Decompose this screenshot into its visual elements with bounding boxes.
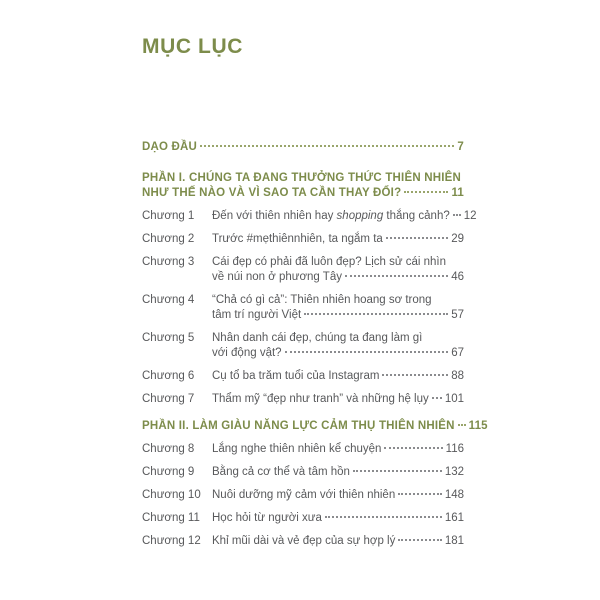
toc-line (212, 488, 464, 503)
chapter-title (212, 209, 477, 224)
chapter-title (212, 293, 464, 323)
toc-line-text: “Chả có gì cả”: Thiên nhiên hoang sơ trong (212, 294, 432, 306)
page-number: 57 (451, 309, 464, 321)
leader-dots (386, 237, 448, 239)
chapter-label: Chương 6 (142, 370, 195, 382)
toc-entry (142, 209, 477, 224)
toc-line-text: DẠO ĐẦU (142, 141, 198, 153)
toc-entry (142, 442, 464, 457)
toc-entry (142, 511, 464, 526)
toc-line-text: Cái đẹp có phải đã luôn đẹp? Lịch sử cái nhìn (212, 256, 447, 268)
toc-entry (142, 465, 464, 480)
leader-dots (453, 214, 461, 216)
leader-dots (325, 516, 442, 518)
toc-line-text: về núi non ở phương Tây (212, 271, 342, 283)
toc-line-text: Bằng cả cơ thể và tâm hồn (212, 466, 350, 478)
toc-line-text: PHẦN II. LÀM GIÀU NĂNG LỰC CẢM THỤ THIÊN NHIÊN (142, 420, 455, 432)
chapter-title (212, 534, 464, 549)
leader-dots (353, 470, 442, 472)
page-number: 148 (444, 489, 464, 501)
page-number: 11 (451, 187, 464, 199)
page-number: 181 (444, 535, 464, 547)
section-title (142, 140, 464, 155)
toc-line (212, 392, 464, 407)
leader-dots (398, 539, 441, 541)
toc-line (212, 465, 464, 480)
toc-entry (142, 293, 464, 323)
toc-line-text: NHƯ THẾ NÀO VÀ VÌ SAO TA CẦN THAY ĐỔI? (142, 187, 402, 199)
toc (142, 140, 488, 549)
toc-line (212, 346, 464, 361)
toc-line-text: Học hỏi từ người xưa (212, 512, 322, 524)
chapter-label: Chương 7 (142, 393, 195, 405)
toc-line (142, 171, 464, 186)
leader-dots (404, 191, 448, 193)
chapter-label: Chương 9 (142, 466, 195, 478)
page-number: 29 (451, 233, 464, 245)
leader-dots (398, 493, 442, 495)
chapter-label: Chương 2 (142, 233, 195, 245)
toc-line-text: Lắng nghe thiên nhiên kể chuyện (212, 443, 382, 455)
toc-line-text: tâm trí người Việt (212, 309, 302, 321)
toc-entry (142, 488, 464, 503)
page-number: 46 (451, 271, 464, 283)
chapter-title (212, 232, 464, 247)
section-title (142, 419, 488, 434)
toc-entry (142, 392, 464, 407)
page-number: 7 (457, 141, 464, 153)
chapter-title (212, 392, 464, 407)
leader-dots (345, 275, 448, 277)
chapter-label: Chương 11 (142, 512, 200, 524)
toc-line (212, 511, 464, 526)
toc-entry (142, 419, 488, 434)
toc-line (142, 419, 488, 434)
chapter-title (212, 331, 464, 361)
leader-dots (432, 397, 442, 399)
toc-line (212, 369, 464, 384)
chapter-label: Chương 1 (142, 210, 195, 222)
toc-line (212, 442, 464, 457)
toc-line (212, 331, 464, 346)
page-number: 161 (444, 512, 464, 524)
toc-line (212, 232, 464, 247)
toc-content (142, 35, 488, 557)
toc-line (142, 140, 464, 155)
chapter-title (212, 442, 464, 457)
toc-line-text: Thẩm mỹ “đẹp như tranh” và những hệ lụy (212, 393, 429, 405)
toc-entry (142, 331, 464, 361)
leader-dots (458, 424, 466, 426)
chapter-label: Chương 8 (142, 443, 195, 455)
toc-line-text: với động vật? (212, 347, 282, 359)
toc-line-text: Nuôi dưỡng mỹ cảm với thiên nhiên (212, 489, 396, 501)
toc-line-text: Khỉ mũi dài và vẻ đẹp của sự hợp lý (212, 535, 396, 547)
page-number: 88 (451, 370, 464, 382)
toc-entry (142, 171, 464, 201)
toc-line (212, 534, 464, 549)
chapter-label: Chương 5 (142, 332, 195, 344)
toc-entry (142, 255, 464, 285)
toc-line-text: Cụ tổ ba trăm tuổi của Instagram (212, 370, 380, 382)
toc-line (212, 255, 464, 270)
toc-line (212, 270, 464, 285)
chapter-label: Chương 4 (142, 294, 195, 306)
toc-line-text: Nhân danh cái đẹp, chúng ta đang làm gì (212, 332, 423, 344)
chapter-label: Chương 3 (142, 256, 195, 268)
chapter-title (212, 369, 464, 384)
chapter-title (212, 488, 464, 503)
section-title (142, 171, 464, 201)
page-number: 116 (445, 443, 464, 455)
toc-line (212, 209, 477, 224)
toc-line-text: PHẦN I. CHÚNG TA ĐANG THƯỞNG THỨC THIÊN NHIÊN (142, 172, 461, 184)
chapter-title (212, 255, 464, 285)
toc-line-text: Trước #mẹthiênnhiên, ta ngắm ta (212, 233, 383, 245)
page-number: 132 (444, 466, 464, 478)
chapter-label: Chương 10 (142, 489, 201, 501)
toc-line (142, 186, 464, 201)
page-number: 12 (463, 210, 477, 222)
leader-dots (285, 351, 449, 353)
toc-line (212, 308, 464, 323)
page-number: 115 (468, 420, 488, 432)
toc-line-text: Đến với thiên nhiên hay shopping thắng cảnh? (212, 210, 450, 222)
leader-dots (304, 313, 448, 315)
page-title: MỤC LỤC (142, 35, 244, 58)
toc-entry (142, 534, 464, 549)
chapter-title (212, 511, 464, 526)
page-number: 67 (451, 347, 464, 359)
toc-entry (142, 369, 464, 384)
leader-dots (384, 447, 442, 449)
chapter-title (212, 465, 464, 480)
chapter-label: Chương 12 (142, 535, 201, 547)
toc-line (212, 293, 464, 308)
toc-entry (142, 140, 464, 155)
toc-entry (142, 232, 464, 247)
leader-dots (382, 374, 448, 376)
page-number: 101 (444, 393, 464, 405)
leader-dots (200, 145, 454, 147)
